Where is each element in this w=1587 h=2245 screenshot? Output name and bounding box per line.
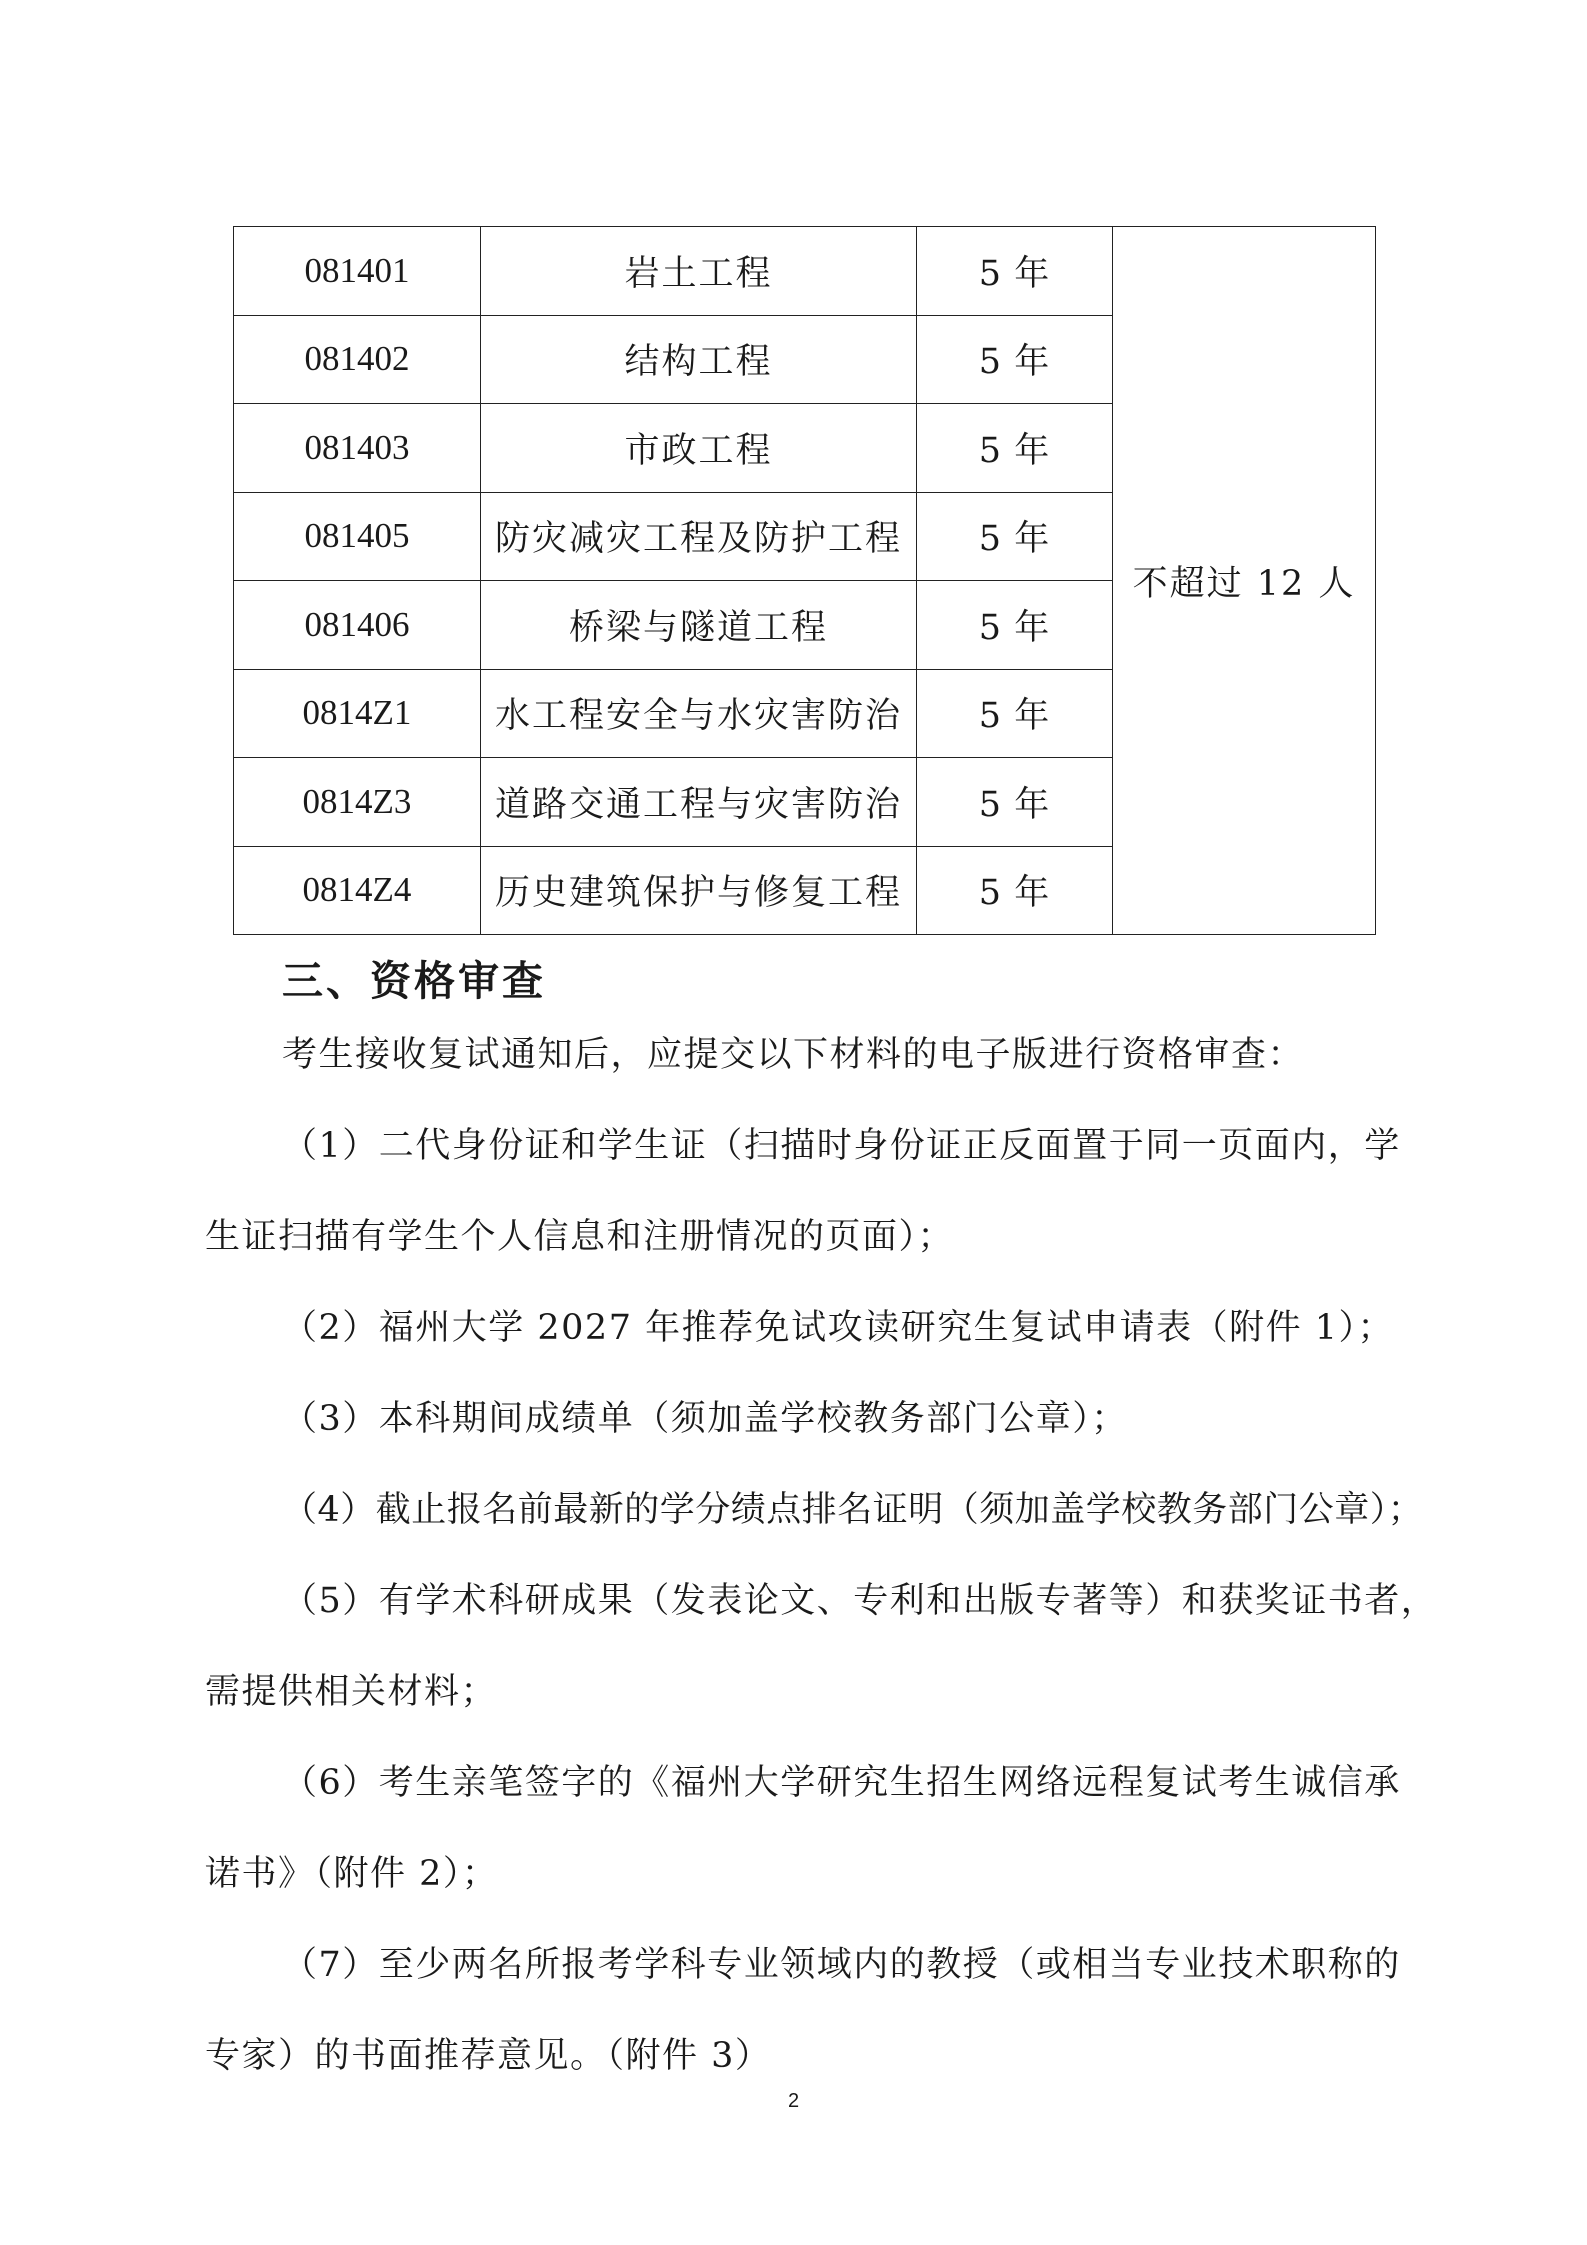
major-name: 水工程安全与水灾害防治 — [481, 669, 917, 758]
enrollment-quota: 不超过 12 人 — [1113, 227, 1376, 935]
majors-table — [233, 226, 1376, 935]
intro-paragraph: 考生接收复试通知后，应提交以下材料的电子版进行资格审查： — [282, 1035, 1305, 1075]
item-4-line-1: （4）截止报名前最新的学分绩点排名证明（须加盖学校教务部门公章）； — [282, 1490, 1424, 1530]
major-code: 081406 — [234, 581, 481, 670]
study-years: 5 年 — [917, 581, 1113, 670]
major-name: 防灾减灾工程及防护工程 — [481, 492, 917, 581]
item-2-line-1: （2）福州大学 2027 年推荐免试攻读研究生复试申请表（附件 1）； — [282, 1308, 1394, 1348]
major-code: 081405 — [234, 492, 481, 581]
major-name: 结构工程 — [481, 315, 917, 404]
major-code: 081401 — [234, 227, 481, 316]
item-5-line-1: （5）有学术科研成果（发表论文、专利和出版专著等）和获奖证书者， — [282, 1581, 1438, 1621]
item-6-line-1: （6）考生亲笔签字的《福州大学研究生招生网络远程复试考生诚信承 — [282, 1763, 1401, 1803]
study-years: 5 年 — [917, 758, 1113, 847]
study-years: 5 年 — [917, 404, 1113, 493]
major-code: 081402 — [234, 315, 481, 404]
study-years: 5 年 — [917, 492, 1113, 581]
study-years: 5 年 — [917, 846, 1113, 935]
page-number: 2 — [787, 2090, 800, 2112]
major-name: 市政工程 — [481, 404, 917, 493]
major-name: 道路交通工程与灾害防治 — [481, 758, 917, 847]
item-3-line-1: （3）本科期间成绩单（须加盖学校教务部门公章）； — [282, 1399, 1128, 1439]
item-7-line-2: 专家）的书面推荐意见。（附件 3） — [205, 2036, 772, 2076]
major-name: 岩土工程 — [481, 227, 917, 316]
major-code: 081403 — [234, 404, 481, 493]
study-years: 5 年 — [917, 315, 1113, 404]
section-heading: 三、资格审查 — [282, 957, 546, 1005]
item-1-line-2: 生证扫描有学生个人信息和注册情况的页面）； — [205, 1217, 955, 1257]
study-years: 5 年 — [917, 227, 1113, 316]
major-code: 0814Z3 — [234, 758, 481, 847]
table-row — [234, 227, 1376, 316]
major-name: 历史建筑保护与修复工程 — [481, 846, 917, 935]
item-5-line-2: 需提供相关材料； — [205, 1672, 498, 1712]
item-1-line-1: （1）二代身份证和学生证（扫描时身份证正反面置于同一页面内，学 — [282, 1126, 1401, 1166]
major-code: 0814Z4 — [234, 846, 481, 935]
study-years: 5 年 — [917, 669, 1113, 758]
major-name: 桥梁与隧道工程 — [481, 581, 917, 670]
item-6-line-2: 诺书》（附件 2）； — [205, 1854, 499, 1894]
major-code: 0814Z1 — [234, 669, 481, 758]
item-7-line-1: （7）至少两名所报考学科专业领域内的教授（或相当专业技术职称的 — [282, 1945, 1401, 1985]
